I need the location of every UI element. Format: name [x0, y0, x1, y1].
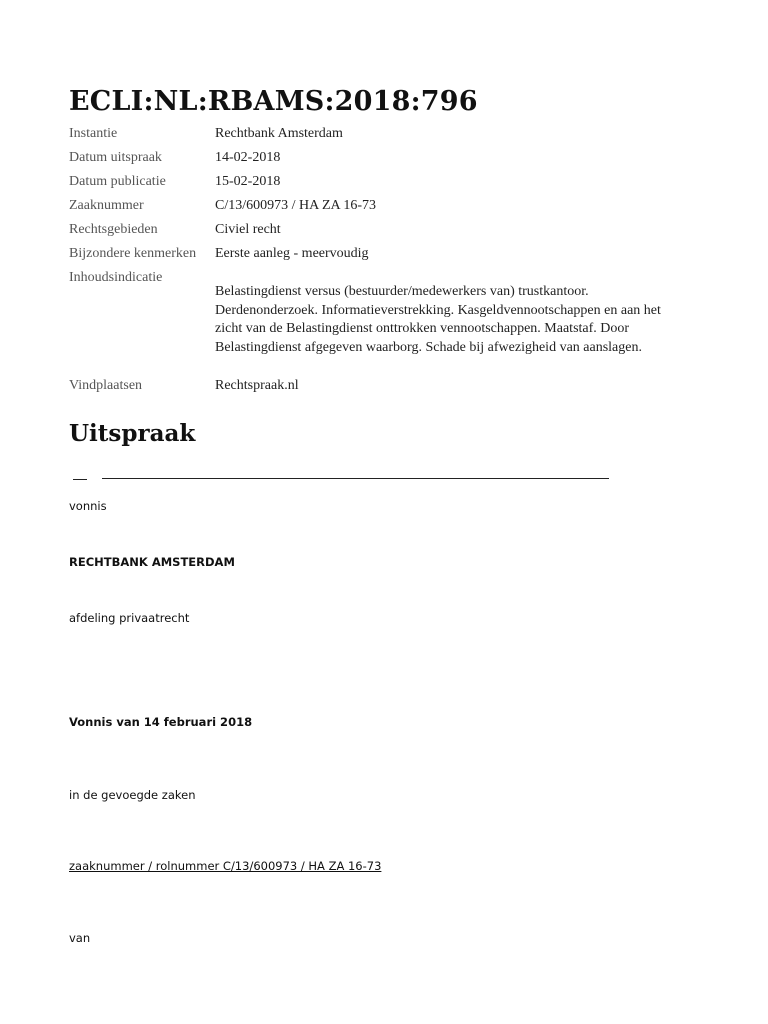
metadata-label: Bijzondere kenmerken	[69, 246, 197, 261]
inhoudsindicatie-text	[215, 283, 690, 357]
divider-short	[73, 479, 87, 480]
metadata-value: Rechtbank Amsterdam	[215, 126, 343, 141]
document-title: ECLI:NL:RBAMS:2018:796	[69, 86, 478, 117]
metadata-label: Datum publicatie	[69, 174, 166, 189]
body-case-number: zaaknummer / rolnummer C/13/600973 / HA ZA 16-73	[69, 859, 382, 873]
metadata-label: Inhoudsindicatie	[69, 270, 163, 285]
metadata-value: Civiel recht	[215, 222, 281, 237]
metadata-label: Datum uitspraak	[69, 150, 162, 165]
metadata-label: Rechtsgebieden	[69, 222, 158, 237]
inhoudsindicatie-line: Derdenonderzoek. Informatieverstrekking. Kasgeldvennootschappen en aan het	[215, 302, 661, 318]
body-court-name: RECHTBANK AMSTERDAM	[69, 555, 235, 569]
metadata-label: Instantie	[69, 126, 118, 141]
body-vonnis: vonnis	[69, 499, 107, 513]
metadata-label: Zaaknummer	[69, 198, 144, 213]
metadata-value: 15-02-2018	[215, 174, 281, 189]
section-heading-uitspraak: Uitspraak	[69, 420, 196, 447]
body-judgment-date: Vonnis van 14 februari 2018	[69, 715, 253, 729]
metadata-value: Eerste aanleg - meervoudig	[215, 246, 369, 261]
inhoudsindicatie-line: zicht van de Belastingdienst onttrokken vennootschappen. Maatstaf. Door	[215, 321, 630, 336]
body-van: van	[69, 931, 91, 945]
body-department: afdeling privaatrecht	[69, 611, 190, 625]
metadata-value: 14-02-2018	[215, 150, 281, 165]
inhoudsindicatie-line: Belastingdienst afgegeven waarborg. Schade bij afwezigheid van aanslagen.	[215, 339, 642, 355]
inhoudsindicatie-line: Belastingdienst versus (bestuurder/medewerkers van) trustkantoor.	[215, 284, 589, 299]
metadata-label: Vindplaatsen	[69, 378, 143, 393]
metadata-value: C/13/600973 / HA ZA 16-73	[215, 198, 377, 213]
divider-long	[102, 478, 609, 479]
metadata-value: Rechtspraak.nl	[215, 378, 299, 393]
body-joined-cases: in de gevoegde zaken	[69, 788, 196, 802]
